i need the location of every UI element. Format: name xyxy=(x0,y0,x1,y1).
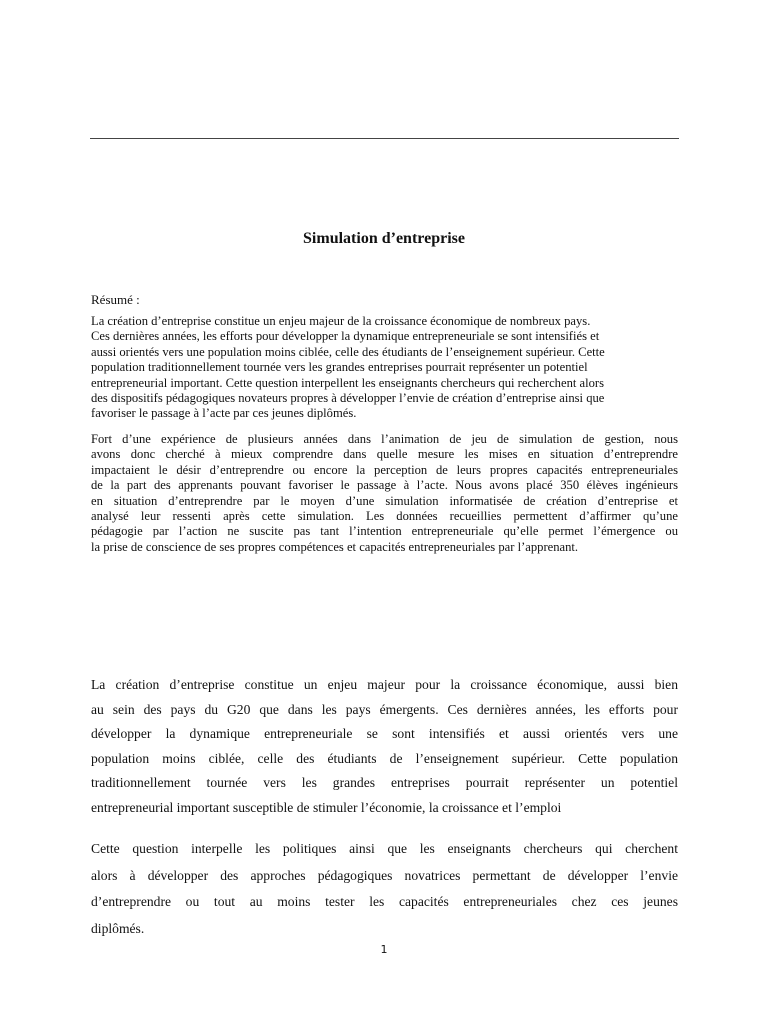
page-title: Simulation d’entreprise xyxy=(303,230,465,247)
abstract-paragraph-1 xyxy=(91,314,691,422)
text-line: impactaient le désir d’entreprendre ou encore la perception de leurs propres capacités entrepreneuriales xyxy=(91,462,678,477)
text-line: alors à développer des approches pédagogiques novatrices permettant de développer l’envie xyxy=(91,867,678,883)
abstract-label: Résumé : xyxy=(91,292,140,307)
header-rule xyxy=(90,138,679,139)
page-number: 1 xyxy=(380,943,388,956)
text-line: Cette question interpelle les politiques ainsi que les enseignants chercheurs qui cherchent xyxy=(91,841,678,856)
body-paragraph-2 xyxy=(91,836,678,942)
text-line: d’entreprendre ou tout au moins tester les capacités entrepreneuriales chez ces jeunes xyxy=(91,894,678,909)
text-line: la prise de conscience de ses propres compétences et capacités entrepreneuriales par l’apprenant. xyxy=(91,539,579,554)
text-line: traditionnellement tournée vers les grandes entreprises pourrait représenter un potentiel xyxy=(91,775,678,791)
abstract-paragraph-2 xyxy=(91,432,678,555)
text-line: La création d’entreprise constitue un enjeu majeur de la croissance économique de nombreux pays. xyxy=(91,314,591,328)
text-line: entrepreneurial important. Cette question interpellent les enseignants chercheurs qui recherchent alors xyxy=(91,375,604,390)
text-line: des dispositifs pédagogiques novateurs propres à développer l’envie de création d’entreprise ainsi que xyxy=(91,391,605,406)
text-line: avons donc cherché à mieux comprendre dans quelle mesure les mises en situation d’entreprendre xyxy=(91,447,678,462)
text-line: population traditionnellement tournée vers les grandes entreprises pourrait représenter un potentiel xyxy=(91,360,588,375)
text-line: analysé leur ressenti après cette simulation. Les données recueillies permettent d’affirmer qu’une xyxy=(91,509,678,524)
text-line: de la part des apprenants pouvant favoriser le passage à l’acte. Nous avons placé 350 élèves ingénieurs xyxy=(91,478,678,493)
text-line: La création d’entreprise constitue un enjeu majeur pour la croissance économique, aussi bien xyxy=(91,677,678,692)
text-line: au sein des pays du G20 que dans les pays émergents. Ces dernières années, les efforts pour xyxy=(91,701,678,717)
text-line: Ces dernières années, les efforts pour développer la dynamique entrepreneuriale se sont intensifiés et xyxy=(91,329,600,344)
body-paragraph-1 xyxy=(91,673,678,821)
text-line: favoriser le passage à l’acte par ces jeunes diplômés. xyxy=(91,406,357,421)
text-line: aussi orientés vers une population moins ciblée, celle des étudiants de l’enseignement supérieur. Cette xyxy=(91,344,605,359)
text-line: Fort d’une expérience de plusieurs années dans l’animation de jeu de simulation de gestion, nous xyxy=(91,432,678,446)
text-line: en situation d’entreprendre par le moyen d’une simulation informatisée de création d’entreprise et xyxy=(91,493,678,508)
text-line: population moins ciblée, celle des étudiants de l’enseignement supérieur. Cette population xyxy=(91,750,678,766)
text-line: entrepreneurial important susceptible de stimuler l’économie, la croissance et l’emploi xyxy=(91,799,562,815)
text-line: développer la dynamique entrepreneuriale se sont intensifiés et aussi orientés vers une xyxy=(91,726,678,742)
text-line: diplômés. xyxy=(91,920,145,936)
text-line: pédagogie par l’action ne suscite pas tant l’intention entrepreneuriale qu’elle permet l’émergence ou xyxy=(91,524,678,539)
